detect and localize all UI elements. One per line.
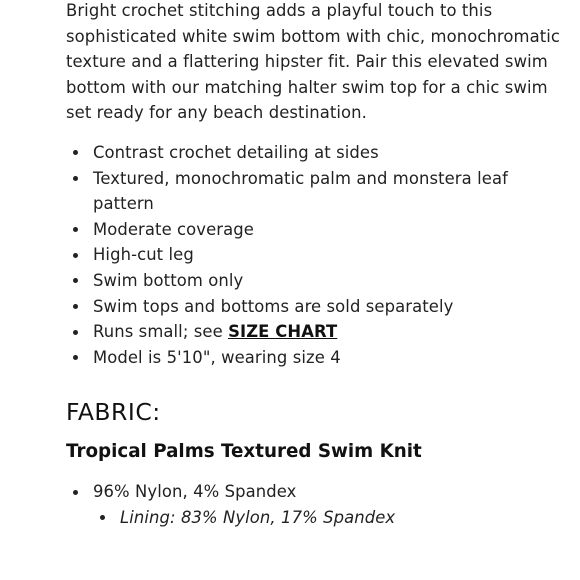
list-item (66, 217, 566, 243)
list-item (66, 345, 566, 371)
product-details (66, 0, 566, 531)
feature-text: High-cut leg (93, 245, 194, 265)
list-item (66, 166, 566, 217)
bullet-icon (73, 355, 78, 360)
lining-composition: Lining: 83% Nylon, 17% Spandex (120, 507, 396, 527)
list-item-size-note (66, 319, 566, 345)
list-item (66, 479, 566, 505)
list-item (66, 140, 566, 166)
fabric-name: Tropical Palms Textured Swim Knit (66, 441, 422, 463)
list-item-lining (66, 505, 566, 531)
bullet-icon (73, 227, 78, 232)
bullet-icon (73, 278, 78, 283)
fabric-list (66, 479, 566, 530)
list-item (66, 268, 566, 294)
list-item (66, 294, 566, 320)
model-note-text: Model is 5'10", wearing size 4 (93, 347, 341, 367)
list-item (66, 242, 566, 268)
bullet-icon (73, 490, 78, 495)
feature-text: Textured, monochromatic palm and monstera leaf pattern (93, 168, 508, 214)
bullet-icon (73, 150, 78, 155)
bullet-icon (100, 515, 105, 520)
size-note-text: Runs small; see (93, 322, 229, 342)
bullet-icon (73, 253, 78, 258)
fabric-heading: FABRIC: (66, 398, 161, 427)
feature-text: Moderate coverage (93, 219, 254, 239)
bullet-icon (73, 330, 78, 335)
bullet-icon (73, 176, 78, 181)
feature-text: Swim bottom only (93, 270, 244, 290)
feature-text: Contrast crochet detailing at sides (93, 142, 379, 162)
bullet-icon (73, 304, 78, 309)
fabric-composition: 96% Nylon, 4% Spandex (93, 482, 297, 502)
product-description: Bright crochet stitching adds a playful touch to this sophisticated white swim bottom with chic, monochromatic texture and a flattering hipster fit. Pair this elevated swim bottom with our matching halter swim top for a chic swim set ready for any beach destination. (66, 1, 561, 123)
feature-text: Swim tops and bottoms are sold separately (93, 296, 454, 316)
feature-list (66, 140, 566, 370)
size-chart-link[interactable]: SIZE CHART (228, 322, 338, 342)
